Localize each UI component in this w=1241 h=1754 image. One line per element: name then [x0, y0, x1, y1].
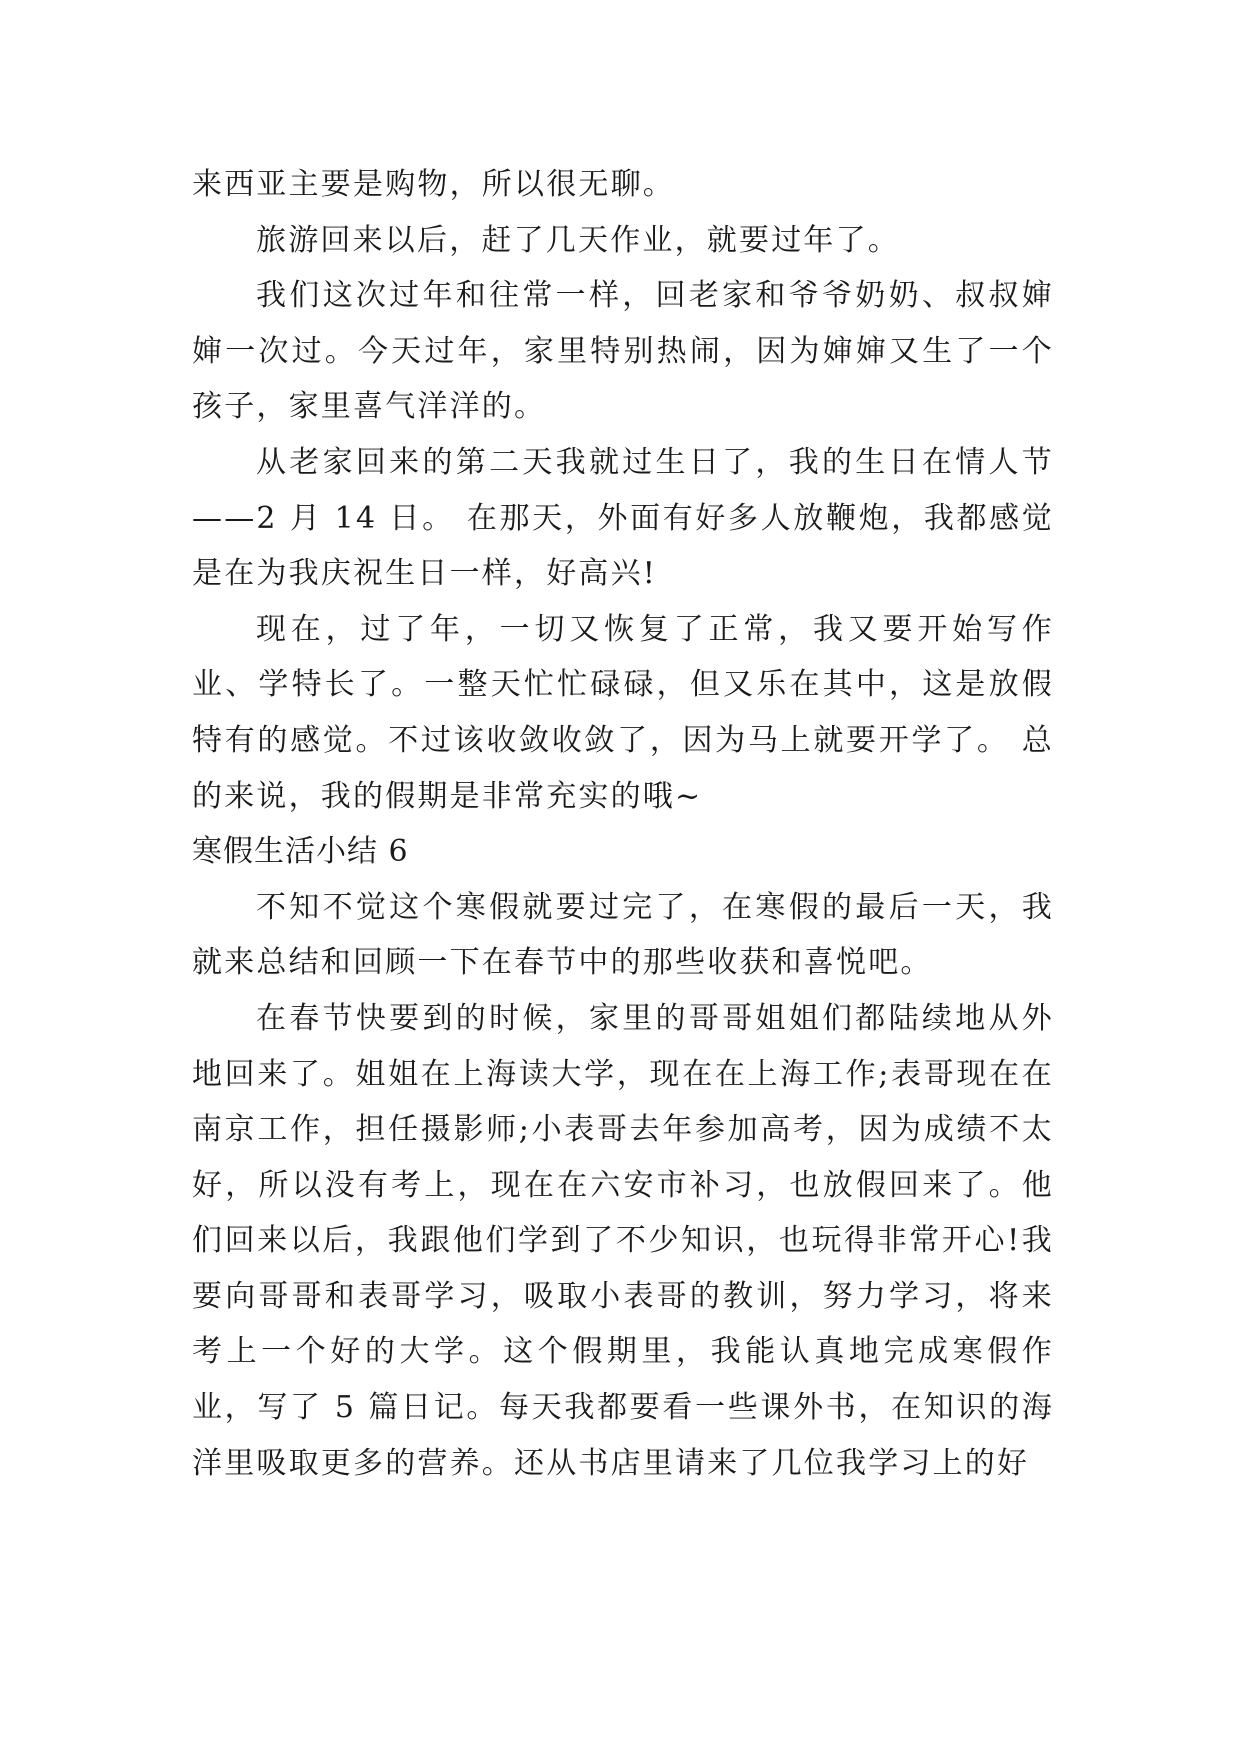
paragraph: 我们这次过年和往常一样，回老家和爷爷奶奶、叔叔婶婶一次过。今天过年，家里特别热闹，因为婶婶又生了一个孩子，家里喜气洋洋的。	[192, 278, 1054, 425]
document-body	[192, 157, 1054, 1491]
paragraph: 现在，过了年，一切又恢复了正常，我又要开始写作业、学特长了。一整天忙忙碌碌，但又乐在其中，这是放假特有的感觉。不过该收敛收敛了，因为马上就要开学了。 总的来说，我的假期是非常充实的哦~	[192, 611, 1054, 814]
paragraph: 在春节快要到的时候，家里的哥哥姐姐们都陆续地从外地回来了。姐姐在上海读大学，现在在上海工作;表哥现在在南京工作，担任摄影师;小表哥去年参加高考，因为成绩不太好，所以没有考上，现在在六安市补习，也放假回来了。他们回来以后，我跟他们学到了不少知识，也玩得非常开心!我要向哥哥和表哥学习，吸取小表哥的教训，努力学习，将来考上一个好的大学。这个假期里，我能认真地完成寒假作业，写了 5 篇日记。每天我都要看一些课外书，在知识的海洋里吸取更多的营养。还从书店里请来了几位我学习上的好	[192, 1000, 1054, 1481]
paragraph: 来西亚主要是购物，所以很无聊。	[192, 167, 675, 202]
paragraph: 从老家回来的第二天我就过生日了，我的生日在情人节——2 月 14 日。 在那天，外面有好多人放鞭炮，我都感觉是在为我庆祝生日一样，好高兴!	[192, 444, 1054, 592]
section-heading: 寒假生活小结 6	[192, 834, 409, 870]
paragraph: 不知不觉这个寒假就要过完了，在寒假的最后一天，我就来总结和回顾一下在春节中的那些收获和喜悦吧。	[192, 889, 1054, 981]
paragraph: 旅游回来以后，赶了几天作业，就要过年了。	[256, 222, 900, 258]
